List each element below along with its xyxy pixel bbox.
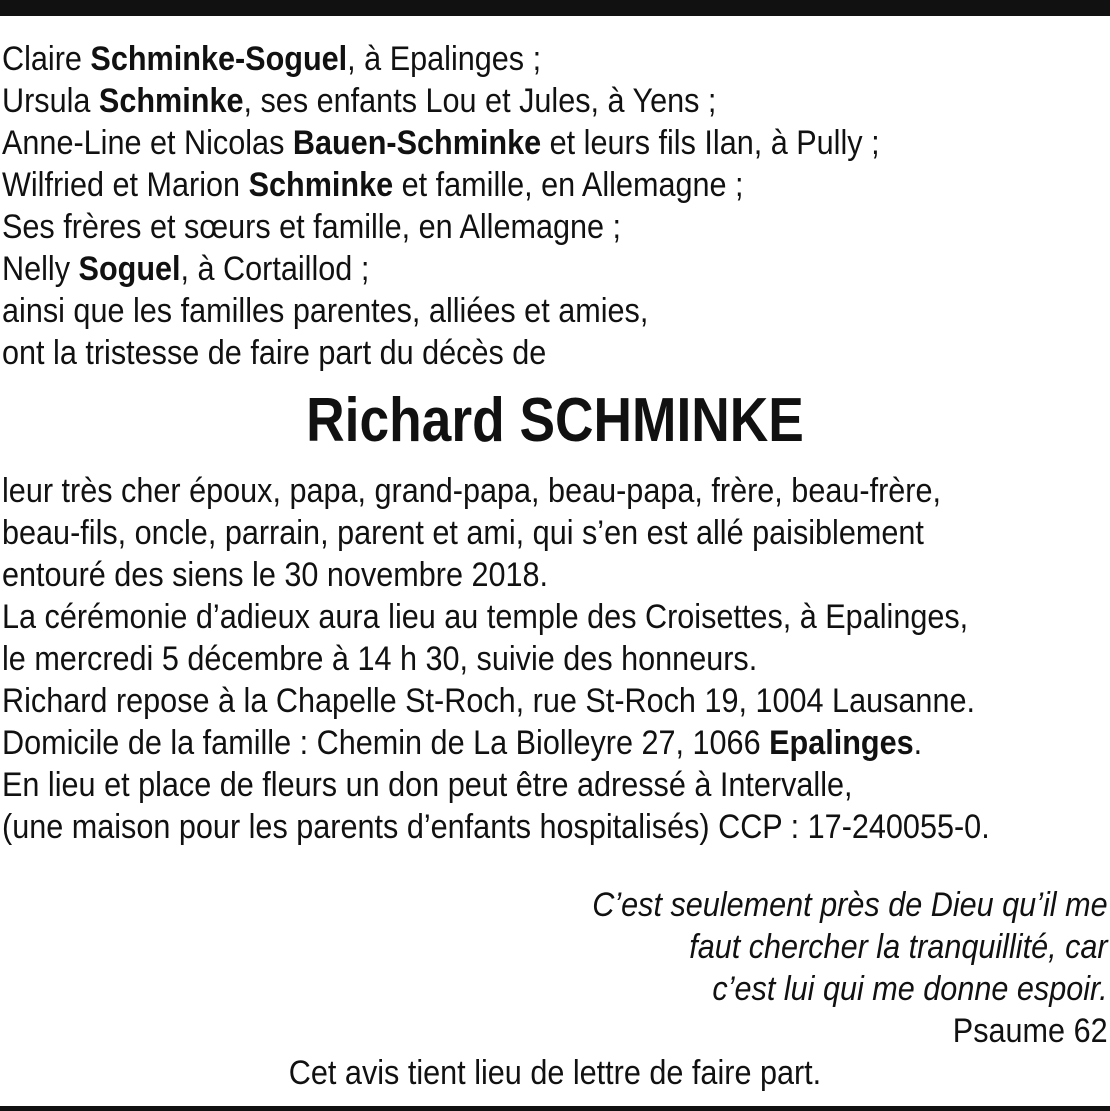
body-line: entouré des siens le 30 novembre 2018. xyxy=(2,556,549,594)
domicile-end: . xyxy=(913,724,923,762)
body-line: beau-fils, oncle, parrain, parent et ami, qui s’en est allé paisiblement xyxy=(2,514,924,552)
family-surname: Schminke xyxy=(98,82,244,120)
closing-note: Cet avis tient lieu de lettre de faire part. xyxy=(288,1054,822,1092)
deceased-name: Richard SCHMINKE xyxy=(306,386,804,455)
family-location: , ses enfants Lou et Jules, à Yens ; xyxy=(243,82,717,120)
family-given: Wilfried et Marion xyxy=(2,166,249,204)
quote-source: Psaume 62 xyxy=(953,1012,1108,1050)
quote-line: C’est seulement près de Dieu qu’il me xyxy=(592,886,1108,924)
domicile-line xyxy=(2,722,992,764)
family-given: Anne-Line et Nicolas xyxy=(2,124,293,162)
ceremony-line: le mercredi 5 décembre à 14 h 30, suivie des honneurs. xyxy=(2,640,758,678)
family-given: Ursula xyxy=(2,82,99,120)
family-surname: Soguel xyxy=(78,250,181,288)
family-line xyxy=(2,80,992,122)
family-given: Claire xyxy=(2,40,91,78)
family-list xyxy=(2,38,1102,374)
donation-line: (une maison pour les parents d’enfants hospitalisés) CCP : 17-240055-0. xyxy=(2,808,990,846)
family-line xyxy=(2,38,992,80)
quote-line: faut chercher la tranquillité, car xyxy=(689,928,1108,966)
family-surname: Bauen-Schminke xyxy=(292,124,542,162)
family-surname: Schminke xyxy=(248,166,394,204)
donation-line: En lieu et place de fleurs un don peut être adressé à Intervalle, xyxy=(2,766,853,804)
family-line: ainsi que les familles parentes, alliées et amies, xyxy=(2,292,649,330)
quote-line: c’est lui qui me donne espoir. xyxy=(712,970,1108,1008)
scripture-quote xyxy=(593,884,1108,1052)
family-location: et leurs fils Ilan, à Pully ; xyxy=(541,124,880,162)
domicile-address: Domicile de la famille : Chemin de La Biolleyre 27, 1066 xyxy=(2,724,770,762)
ceremony-line: La cérémonie d’adieux aura lieu au temple des Croisettes, à Epalinges, xyxy=(2,598,969,636)
obituary-body xyxy=(2,470,1102,848)
chapel-line: Richard repose à la Chapelle St-Roch, rue St-Roch 19, 1004 Lausanne. xyxy=(2,682,975,720)
family-given: Nelly xyxy=(2,250,79,288)
domicile-place: Epalinges xyxy=(769,724,914,762)
top-rule xyxy=(0,0,1110,16)
bottom-rule xyxy=(0,1106,1110,1111)
family-line: Ses frères et sœurs et famille, en Allemagne ; xyxy=(2,208,622,246)
family-surname: Schminke-Soguel xyxy=(90,40,348,78)
family-location: , à Cortaillod ; xyxy=(180,250,370,288)
family-line xyxy=(2,122,992,164)
family-line xyxy=(2,248,992,290)
announcement-intro: ont la tristesse de faire part du décès de xyxy=(2,334,547,372)
family-line xyxy=(2,164,992,206)
body-line: leur très cher époux, papa, grand-papa, beau-papa, frère, beau-frère, xyxy=(2,472,941,510)
family-location: , à Epalinges ; xyxy=(347,40,542,78)
family-location: et famille, en Allemagne ; xyxy=(393,166,744,204)
